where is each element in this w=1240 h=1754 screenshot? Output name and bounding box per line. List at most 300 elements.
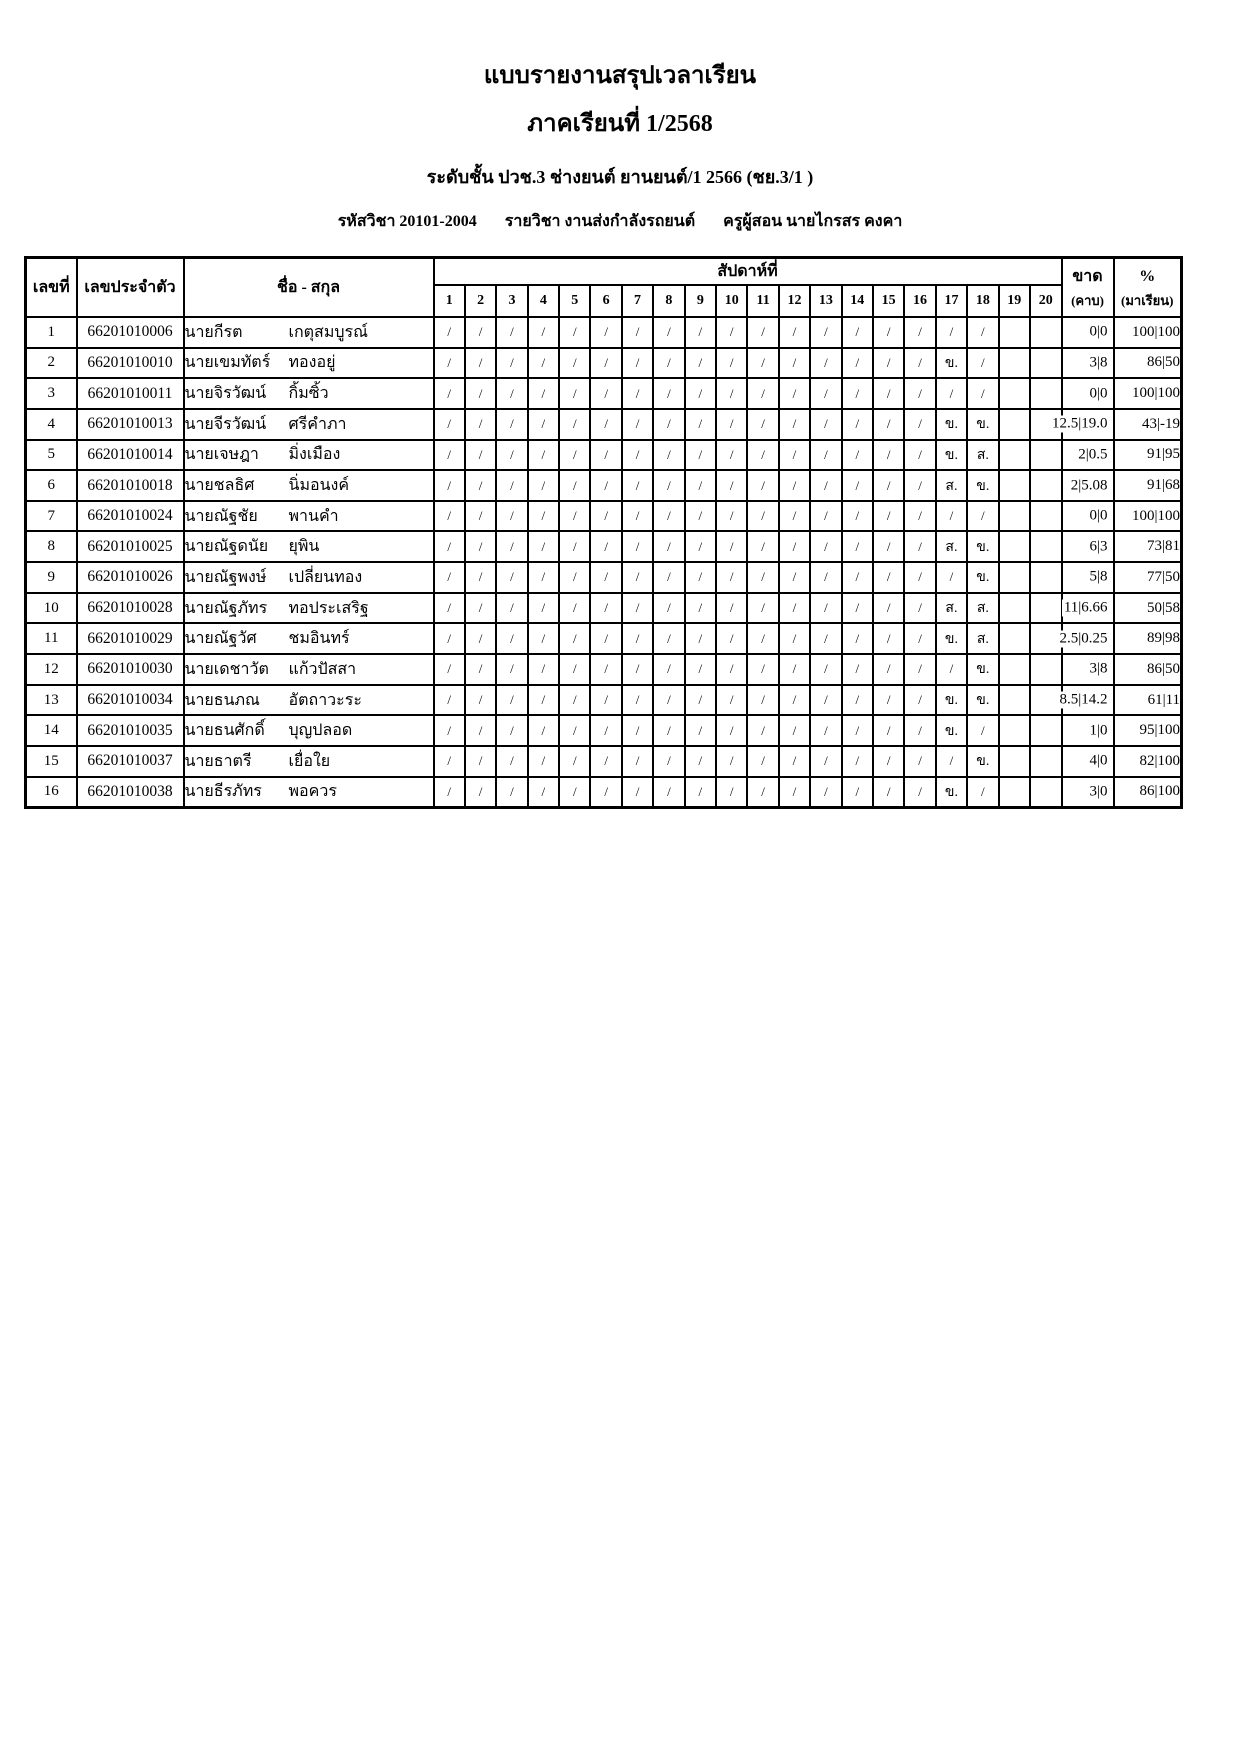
row-number: 15 — [26, 746, 77, 777]
student-id: 66201010026 — [77, 562, 184, 593]
attendance-week-20 — [1030, 562, 1062, 593]
attendance-percent: 91|95 — [1114, 440, 1182, 471]
attendance-week-10: / — [716, 623, 747, 654]
attendance-week-11: / — [747, 470, 778, 501]
attendance-week-8: / — [653, 593, 684, 624]
course-name: รายวิชา งานส่งกำลังรถยนต์ — [504, 213, 696, 230]
attendance-week-12: / — [779, 623, 810, 654]
attendance-week-2: / — [465, 440, 496, 471]
attendance-week-8: / — [653, 470, 684, 501]
row-number: 2 — [26, 348, 77, 379]
attendance-week-6: / — [590, 777, 621, 808]
attendance-week-2: / — [465, 409, 496, 440]
last-name: อัตถาวะระ — [288, 691, 362, 709]
absent-periods — [1062, 531, 1114, 562]
absent-periods — [1062, 317, 1114, 348]
student-id: 66201010037 — [77, 746, 184, 777]
attendance-week-16: / — [904, 501, 935, 532]
attendance-week-13: / — [810, 746, 841, 777]
attendance-week-15: / — [873, 470, 904, 501]
attendance-percent: 50|58 — [1114, 593, 1182, 624]
student-row — [26, 531, 1182, 562]
attendance-week-3: / — [496, 654, 527, 685]
attendance-week-1: / — [434, 777, 465, 808]
attendance-week-9: / — [685, 531, 716, 562]
attendance-week-14: / — [842, 409, 873, 440]
percent-label: % — [1139, 267, 1156, 285]
absent-periods — [1062, 654, 1114, 685]
attendance-week-5: / — [559, 746, 590, 777]
attendance-week-4: / — [528, 409, 559, 440]
attendance-week-6: / — [590, 317, 621, 348]
attendance-week-15: / — [873, 654, 904, 685]
student-row — [26, 746, 1182, 777]
student-name — [184, 317, 434, 348]
attendance-week-3: / — [496, 746, 527, 777]
attendance-week-15: / — [873, 562, 904, 593]
attendance-week-5: / — [559, 470, 590, 501]
absent-value: 4|0 — [1089, 752, 1108, 769]
student-row — [26, 593, 1182, 624]
attendance-week-2: / — [465, 470, 496, 501]
attendance-week-9: / — [685, 593, 716, 624]
first-name: นายณัฐชัย — [184, 507, 258, 525]
attendance-week-6: / — [590, 654, 621, 685]
attendance-percent: 100|100 — [1114, 501, 1182, 532]
attendance-week-14: / — [842, 654, 873, 685]
week-header-6: 6 — [590, 285, 621, 317]
attendance-week-14: / — [842, 685, 873, 716]
attendance-week-5: / — [559, 531, 590, 562]
attendance-week-15: / — [873, 440, 904, 471]
absent-periods — [1062, 746, 1114, 777]
attendance-week-19 — [999, 777, 1030, 808]
attendance-week-4: / — [528, 531, 559, 562]
attendance-week-10: / — [716, 562, 747, 593]
attendance-week-15: / — [873, 317, 904, 348]
attendance-week-12: / — [779, 317, 810, 348]
attendance-week-16: / — [904, 348, 935, 379]
week-header-12: 12 — [779, 285, 810, 317]
attendance-week-19 — [999, 409, 1030, 440]
attendance-week-17: ส. — [936, 593, 967, 624]
attendance-week-12: / — [779, 685, 810, 716]
attendance-week-9: / — [685, 685, 716, 716]
first-name: นายณัฐวัศ — [184, 630, 257, 648]
attendance-percent: 61|11 — [1114, 685, 1182, 716]
student-id: 66201010018 — [77, 470, 184, 501]
attendance-week-5: / — [559, 623, 590, 654]
attendance-week-11: / — [747, 777, 778, 808]
attendance-week-3: / — [496, 777, 527, 808]
attendance-week-18: ข. — [967, 409, 998, 440]
student-name — [184, 531, 434, 562]
attendance-week-14: / — [842, 562, 873, 593]
attendance-week-11: / — [747, 531, 778, 562]
first-name: นายธีรภัทร — [184, 783, 262, 801]
attendance-week-13: / — [810, 654, 841, 685]
attendance-week-18: / — [967, 348, 998, 379]
absent-periods — [1062, 440, 1114, 471]
attendance-week-15: / — [873, 715, 904, 746]
attendance-week-3: / — [496, 623, 527, 654]
attendance-week-13: / — [810, 501, 841, 532]
attendance-week-12: / — [779, 715, 810, 746]
attendance-week-19 — [999, 562, 1030, 593]
attendance-week-17: ข. — [936, 777, 967, 808]
attendance-week-17: ข. — [936, 623, 967, 654]
attendance-week-4: / — [528, 777, 559, 808]
attendance-week-5: / — [559, 562, 590, 593]
week-header-2: 2 — [465, 285, 496, 317]
last-name: เยื่อใย — [288, 752, 331, 770]
absent-periods — [1059, 623, 1114, 654]
week-header-16: 16 — [904, 285, 935, 317]
attendance-week-3: / — [496, 562, 527, 593]
attendance-week-4: / — [528, 715, 559, 746]
attendance-week-12: / — [779, 777, 810, 808]
attendance-week-6: / — [590, 378, 621, 409]
student-id: 66201010030 — [77, 654, 184, 685]
attendance-week-17: ส. — [936, 470, 967, 501]
student-id: 66201010028 — [77, 593, 184, 624]
first-name: นายธนภณ — [184, 691, 260, 709]
attendance-week-2: / — [465, 654, 496, 685]
last-name: แก้วปัสสา — [288, 660, 357, 678]
attendance-week-16: / — [904, 440, 935, 471]
attendance-week-12: / — [779, 531, 810, 562]
attendance-percent: 77|50 — [1114, 562, 1182, 593]
attendance-week-11: / — [747, 623, 778, 654]
attendance-week-5: / — [559, 685, 590, 716]
attendance-week-18: ข. — [967, 470, 998, 501]
attendance-week-16: / — [904, 378, 935, 409]
attendance-week-8: / — [653, 746, 684, 777]
attendance-week-16: / — [904, 470, 935, 501]
attendance-week-8: / — [653, 378, 684, 409]
student-name — [184, 348, 434, 379]
attendance-week-12: / — [779, 654, 810, 685]
attendance-week-10: / — [716, 317, 747, 348]
attendance-week-11: / — [747, 378, 778, 409]
attendance-week-18: ส. — [967, 440, 998, 471]
student-name — [184, 777, 434, 808]
attendance-week-13: / — [810, 440, 841, 471]
attendance-week-1: / — [434, 593, 465, 624]
student-id: 66201010038 — [77, 777, 184, 808]
row-number: 11 — [26, 623, 77, 654]
attendance-week-3: / — [496, 685, 527, 716]
attendance-week-18: ข. — [967, 562, 998, 593]
attendance-week-8: / — [653, 440, 684, 471]
attendance-week-14: / — [842, 746, 873, 777]
attendance-week-2: / — [465, 317, 496, 348]
attendance-week-14: / — [842, 715, 873, 746]
attendance-week-1: / — [434, 409, 465, 440]
week-header-13: 13 — [810, 285, 841, 317]
attendance-week-11: / — [747, 409, 778, 440]
absent-value: 1|0 — [1089, 722, 1108, 739]
attendance-week-19 — [999, 470, 1030, 501]
first-name: นายกีรต — [184, 323, 243, 341]
attendance-week-19 — [999, 378, 1030, 409]
percent-unit-label: (มาเรียน) — [1121, 292, 1174, 308]
last-name: กิ้มซิ้ว — [288, 385, 329, 403]
attendance-week-13: / — [810, 715, 841, 746]
student-row — [26, 654, 1182, 685]
attendance-week-4: / — [528, 317, 559, 348]
semester-title: ภาคเรียนที่ 1/2568 — [527, 111, 713, 137]
attendance-percent: 89|98 — [1114, 623, 1182, 654]
student-id: 66201010024 — [77, 501, 184, 532]
attendance-week-8: / — [653, 715, 684, 746]
attendance-week-17: ข. — [936, 348, 967, 379]
attendance-week-14: / — [842, 501, 873, 532]
attendance-week-9: / — [685, 623, 716, 654]
last-name: เกตุสมบูรณ์ — [288, 323, 368, 341]
attendance-week-15: / — [873, 685, 904, 716]
attendance-week-5: / — [559, 378, 590, 409]
attendance-week-16: / — [904, 715, 935, 746]
week-header-9: 9 — [685, 285, 716, 317]
student-row — [26, 562, 1182, 593]
absent-value: 3|8 — [1089, 354, 1108, 371]
student-id: 66201010025 — [77, 531, 184, 562]
week-header-11: 11 — [747, 285, 778, 317]
attendance-week-10: / — [716, 685, 747, 716]
attendance-week-16: / — [904, 654, 935, 685]
attendance-week-19 — [999, 623, 1030, 654]
attendance-week-18: / — [967, 378, 998, 409]
attendance-week-11: / — [747, 562, 778, 593]
attendance-week-6: / — [590, 409, 621, 440]
attendance-summary-table — [24, 256, 1183, 809]
first-name: นายเขมทัตร์ — [184, 354, 271, 372]
attendance-week-3: / — [496, 348, 527, 379]
attendance-week-7: / — [622, 562, 653, 593]
attendance-percent: 86|100 — [1114, 777, 1182, 808]
absent-value: 2|5.08 — [1070, 477, 1108, 494]
attendance-week-9: / — [685, 501, 716, 532]
attendance-week-15: / — [873, 746, 904, 777]
absent-value: 6|3 — [1089, 538, 1108, 555]
attendance-week-14: / — [842, 470, 873, 501]
attendance-week-3: / — [496, 378, 527, 409]
attendance-week-16: / — [904, 531, 935, 562]
student-name — [184, 470, 434, 501]
attendance-week-9: / — [685, 777, 716, 808]
attendance-week-15: / — [873, 348, 904, 379]
attendance-week-6: / — [590, 348, 621, 379]
attendance-week-7: / — [622, 777, 653, 808]
col-header-name: ชื่อ - สกุล — [184, 258, 434, 318]
attendance-week-4: / — [528, 593, 559, 624]
attendance-week-5: / — [559, 501, 590, 532]
attendance-week-10: / — [716, 409, 747, 440]
student-name — [184, 378, 434, 409]
attendance-week-15: / — [873, 501, 904, 532]
row-number: 6 — [26, 470, 77, 501]
absent-periods — [1062, 593, 1114, 624]
attendance-week-3: / — [496, 593, 527, 624]
attendance-week-20 — [1030, 348, 1062, 379]
attendance-week-2: / — [465, 501, 496, 532]
absent-periods — [1062, 378, 1114, 409]
attendance-week-1: / — [434, 440, 465, 471]
attendance-percent: 43|-19 — [1114, 409, 1182, 440]
attendance-week-13: / — [810, 378, 841, 409]
attendance-week-10: / — [716, 593, 747, 624]
first-name: นายชลธิศ — [184, 477, 255, 495]
attendance-week-9: / — [685, 470, 716, 501]
col-header-absent — [1062, 258, 1114, 318]
attendance-week-5: / — [559, 317, 590, 348]
attendance-week-10: / — [716, 777, 747, 808]
attendance-week-7: / — [622, 746, 653, 777]
attendance-week-3: / — [496, 470, 527, 501]
col-header-student-id: เลขประจำตัว — [77, 258, 184, 318]
week-header-18: 18 — [967, 285, 998, 317]
attendance-week-13: / — [810, 470, 841, 501]
class-level-line: ระดับชั้น ปวช.3 ช่างยนต์ ยานยนต์/1 2566 (ชย.3/1 ) — [426, 167, 814, 187]
week-header-14: 14 — [842, 285, 873, 317]
attendance-week-11: / — [747, 501, 778, 532]
attendance-week-19 — [999, 501, 1030, 532]
attendance-week-8: / — [653, 501, 684, 532]
attendance-week-1: / — [434, 685, 465, 716]
attendance-week-4: / — [528, 685, 559, 716]
attendance-week-10: / — [716, 654, 747, 685]
attendance-week-15: / — [873, 777, 904, 808]
attendance-week-14: / — [842, 440, 873, 471]
absent-label: ขาด — [1072, 267, 1103, 285]
absent-periods — [1062, 348, 1114, 379]
attendance-week-2: / — [465, 685, 496, 716]
report-title: แบบรายงานสรุปเวลาเรียน — [483, 63, 757, 89]
row-number: 3 — [26, 378, 77, 409]
attendance-week-4: / — [528, 654, 559, 685]
attendance-week-4: / — [528, 746, 559, 777]
attendance-week-17: ข. — [936, 685, 967, 716]
attendance-week-12: / — [779, 562, 810, 593]
attendance-week-16: / — [904, 593, 935, 624]
student-name — [184, 409, 434, 440]
student-name — [184, 715, 434, 746]
attendance-week-2: / — [465, 777, 496, 808]
attendance-week-12: / — [779, 746, 810, 777]
attendance-week-1: / — [434, 470, 465, 501]
attendance-week-4: / — [528, 378, 559, 409]
week-header-15: 15 — [873, 285, 904, 317]
attendance-week-1: / — [434, 501, 465, 532]
attendance-week-20 — [1030, 777, 1062, 808]
last-name: ศรีคำภา — [288, 415, 347, 433]
student-name — [184, 685, 434, 716]
attendance-percent: 91|68 — [1114, 470, 1182, 501]
attendance-week-5: / — [559, 440, 590, 471]
attendance-week-18: ข. — [967, 654, 998, 685]
student-row — [26, 685, 1182, 716]
last-name: ชมอินทร์ — [288, 630, 350, 648]
attendance-week-11: / — [747, 685, 778, 716]
attendance-week-8: / — [653, 777, 684, 808]
attendance-week-19 — [999, 685, 1030, 716]
absent-value: 0|0 — [1089, 507, 1108, 524]
attendance-week-6: / — [590, 531, 621, 562]
attendance-week-12: / — [779, 409, 810, 440]
attendance-percent: 86|50 — [1114, 654, 1182, 685]
attendance-week-20 — [1030, 501, 1062, 532]
attendance-week-11: / — [747, 348, 778, 379]
attendance-week-20 — [1030, 470, 1062, 501]
report-header — [0, 0, 1240, 234]
last-name: พานคำ — [288, 507, 339, 525]
attendance-week-19 — [999, 746, 1030, 777]
attendance-week-16: / — [904, 317, 935, 348]
attendance-week-12: / — [779, 501, 810, 532]
attendance-week-9: / — [685, 409, 716, 440]
last-name: ทองอยู่ — [288, 354, 336, 372]
attendance-week-17: / — [936, 378, 967, 409]
absent-periods — [1059, 685, 1114, 716]
attendance-week-17: / — [936, 501, 967, 532]
attendance-week-9: / — [685, 317, 716, 348]
attendance-week-15: / — [873, 409, 904, 440]
attendance-week-7: / — [622, 317, 653, 348]
attendance-week-5: / — [559, 348, 590, 379]
first-name: นายจีรวัฒน์ — [184, 415, 267, 433]
attendance-week-11: / — [747, 440, 778, 471]
attendance-week-2: / — [465, 593, 496, 624]
attendance-week-10: / — [716, 440, 747, 471]
col-header-no: เลขที่ — [26, 258, 77, 318]
attendance-week-9: / — [685, 715, 716, 746]
first-name: นายเดชาวัต — [184, 660, 269, 678]
attendance-week-18: / — [967, 501, 998, 532]
attendance-week-8: / — [653, 531, 684, 562]
row-number: 5 — [26, 440, 77, 471]
attendance-week-6: / — [590, 440, 621, 471]
col-header-week-group: สัปดาห์ที่ — [434, 258, 1062, 286]
attendance-week-6: / — [590, 562, 621, 593]
attendance-week-5: / — [559, 593, 590, 624]
absent-periods — [1062, 562, 1114, 593]
attendance-week-13: / — [810, 409, 841, 440]
attendance-week-7: / — [622, 715, 653, 746]
attendance-week-19 — [999, 440, 1030, 471]
attendance-week-10: / — [716, 715, 747, 746]
attendance-week-14: / — [842, 348, 873, 379]
last-name: พอควร — [288, 783, 337, 801]
attendance-week-13: / — [810, 623, 841, 654]
attendance-percent: 95|100 — [1114, 715, 1182, 746]
attendance-week-2: / — [465, 562, 496, 593]
attendance-week-10: / — [716, 531, 747, 562]
attendance-week-16: / — [904, 562, 935, 593]
attendance-percent: 86|50 — [1114, 348, 1182, 379]
attendance-week-12: / — [779, 440, 810, 471]
attendance-week-7: / — [622, 623, 653, 654]
student-row — [26, 409, 1182, 440]
student-name — [184, 562, 434, 593]
col-header-percent — [1114, 258, 1182, 318]
attendance-week-9: / — [685, 654, 716, 685]
first-name: นายธนศักดิ์ — [184, 722, 265, 740]
week-header-7: 7 — [622, 285, 653, 317]
attendance-week-10: / — [716, 470, 747, 501]
attendance-week-7: / — [622, 378, 653, 409]
attendance-week-19 — [999, 531, 1030, 562]
